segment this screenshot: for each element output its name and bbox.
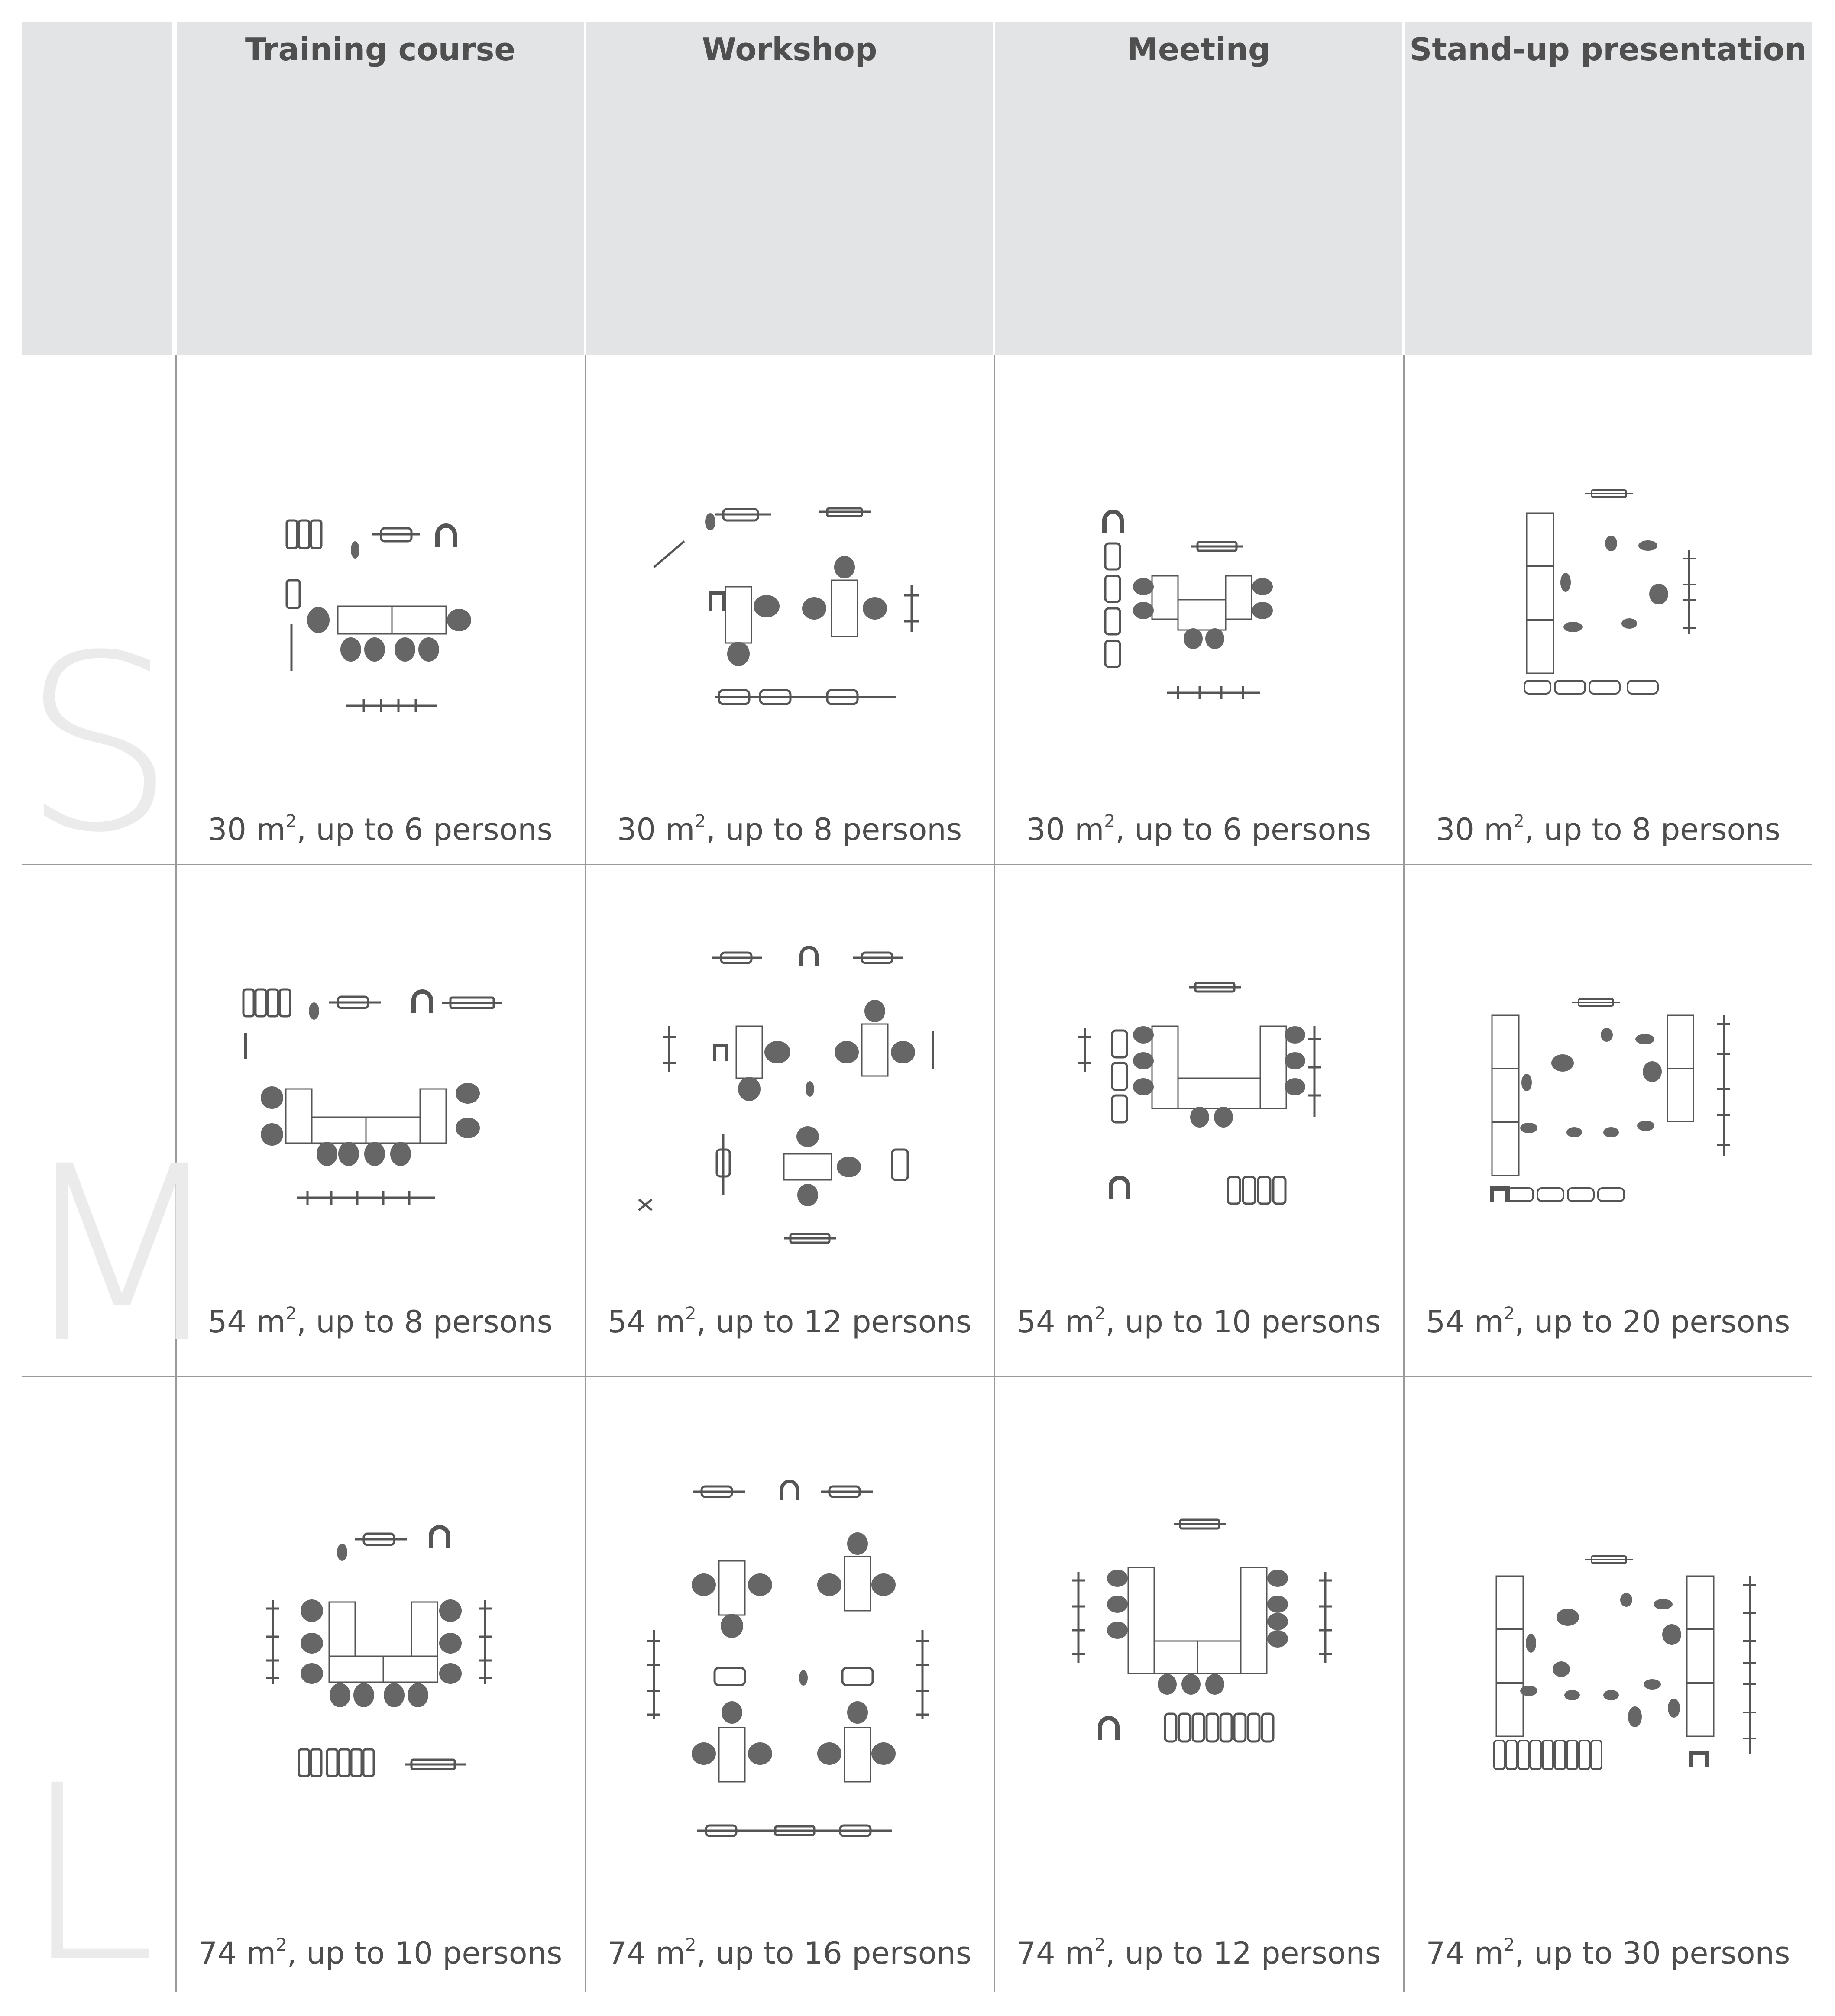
- caption-m-workshop: 54 $m^2$, up to 12 persons: [607, 1304, 972, 1340]
- floorplan-l-workshop: [632, 1472, 944, 1853]
- header-cell-training: [177, 22, 584, 355]
- size-letter-l: L: [22, 1734, 157, 2016]
- caption-s-meeting: 30 $m^2$, up to 6 persons: [1026, 811, 1372, 847]
- floorplan-l-training: [256, 1515, 507, 1797]
- floorplan-s-workshop: [645, 494, 940, 727]
- caption-l-training: 74 $m^2$, up to 10 persons: [198, 1935, 563, 1971]
- grid-divider: [585, 355, 586, 1992]
- caption-l-standup: 74 $m^2$, up to 30 persons: [1426, 1935, 1790, 1971]
- floorplan-s-meeting: [1096, 507, 1304, 719]
- caption-s-workshop: 30 $m^2$, up to 8 persons: [617, 811, 962, 847]
- size-letter-m: M: [17, 1115, 227, 1397]
- caption-m-meeting: 54 $m^2$, up to 10 persons: [1016, 1304, 1381, 1340]
- column-title-standup: Stand-up presentation: [1409, 31, 1807, 68]
- caption-s-standup: 30 $m^2$, up to 8 persons: [1435, 811, 1781, 847]
- caption-m-training: 54 $m^2$, up to 8 persons: [207, 1304, 553, 1340]
- caption-l-meeting: 74 $m^2$, up to 12 persons: [1016, 1935, 1381, 1971]
- size-letter-s: S: [22, 604, 176, 886]
- grid-divider: [22, 1376, 1812, 1377]
- column-title-meeting: Meeting: [1127, 31, 1271, 68]
- caption-m-standup: 54 $m^2$, up to 20 persons: [1426, 1304, 1790, 1340]
- floorplan-l-standup: [1481, 1541, 1776, 1784]
- caption-l-workshop: 74 $m^2$, up to 16 persons: [607, 1935, 972, 1971]
- header-cell-workshop: [586, 22, 993, 355]
- header-cell-standup: [1405, 22, 1812, 355]
- floorplan-s-standup: [1516, 481, 1724, 710]
- grid-divider: [22, 864, 1812, 865]
- floorplan-m-workshop: [632, 940, 944, 1251]
- floorplan-s-training: [277, 494, 485, 727]
- header-corner-cell: [22, 22, 172, 355]
- floorplan-m-training: [234, 979, 528, 1212]
- grid-divider: [1403, 355, 1405, 1992]
- caption-s-training: 30 $m^2$, up to 6 persons: [207, 811, 553, 847]
- floorplan-l-meeting: [1061, 1507, 1338, 1762]
- column-title-training: Training course: [245, 31, 516, 68]
- column-title-workshop: Workshop: [702, 31, 877, 68]
- grid-divider: [994, 355, 995, 1992]
- floorplan-m-meeting: [1065, 970, 1334, 1221]
- floorplan-m-standup: [1481, 983, 1776, 1217]
- header-cell-meeting: [995, 22, 1402, 355]
